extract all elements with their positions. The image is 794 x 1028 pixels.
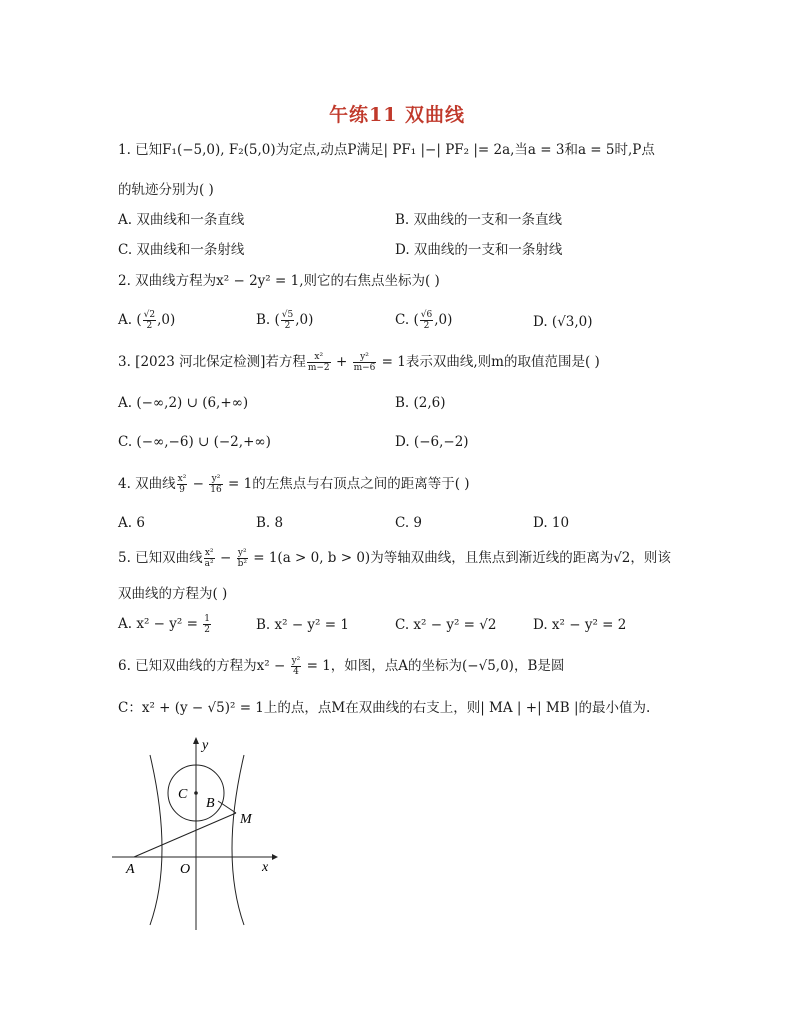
q2-option-a-close: ,0) [157, 312, 176, 328]
q5-stem-line2: 双曲线的方程为( ) [118, 586, 228, 602]
q4-option-d: D. 10 [533, 515, 570, 531]
q1-option-a: A. 双曲线和一条直线 [118, 212, 245, 228]
q3-stem: 3. [2023 河北保定检测]若方程 $\frac{\text{x²}}{m-2}$ + $\frac{\text{y²}}{m-6}$ = 1表示双曲线,则m的取值范围是( ) [118, 352, 600, 373]
label-x: x [262, 860, 269, 875]
q2-option-c [395, 310, 452, 331]
q2-option-c-label: C. [395, 312, 410, 328]
label-y: y [202, 738, 209, 753]
q2-option-b-close: ,0) [295, 312, 314, 328]
q4-stem: 4. 双曲线 $\frac{\text{x²}}{9}$ − $\frac{\text{y²}}{16}$ = 1的左焦点与右顶点之间的距离等于( ) [118, 474, 470, 495]
q2-option-a-label: A. [118, 312, 133, 328]
x-axis-arrow [272, 854, 278, 860]
q2-option-c-frac: $\frac{√6}{2}$ [420, 310, 433, 331]
q4-frac1: $\frac{\text{x²}}{9}$ [177, 474, 187, 495]
q3-option-a: A. (−∞,2) ∪ (6,+∞) [118, 395, 249, 411]
q6-stem-line2: C：x² + (y − √5)² = 1上的点，点M在双曲线的右支上，则| MA | +| MB |的最小值为. [118, 700, 651, 716]
label-o: O [180, 862, 191, 877]
q2-option-c-close: ,0) [434, 312, 453, 328]
label-m: M [240, 812, 252, 827]
q4-frac2: $\frac{\text{y²}}{16}$ [210, 474, 222, 495]
y-axis-arrow [193, 737, 199, 744]
q2-stem: 2. 双曲线方程为x² − 2y² = 1,则它的右焦点坐标为( ) [118, 273, 440, 289]
q4-option-a: A. 6 [118, 515, 145, 531]
q2-option-b-label: B. [256, 312, 271, 328]
q6-frac: $\frac{\text{y²}}{4}$ [291, 656, 301, 677]
page-title: 午练11 双曲线 [328, 104, 466, 126]
q1-stem-line2: 的轨迹分别为( ) [118, 182, 214, 198]
label-b: B [206, 796, 215, 811]
q5-option-a: A. x² − y² = $\frac{1}{2}$ [118, 614, 210, 635]
q1-option-d: D. 双曲线的一支和一条射线 [395, 242, 563, 258]
q2-option-a [118, 310, 175, 331]
center-c-dot [194, 791, 198, 795]
q2-option-b-frac: $\frac{√5}{2}$ [281, 310, 294, 331]
q2-option-b [256, 310, 313, 331]
q3-frac2: $\frac{\text{y²}}{m-6}$ [353, 352, 376, 373]
q3-option-b: B. (2,6) [395, 395, 446, 411]
q4-option-c: C. 9 [395, 515, 423, 531]
q6-stem: 6. 已知双曲线的方程为x² − $\frac{\text{y²}}{4}$ = 1，如图，点A的坐标为(−√5,0)，B是圆 [118, 656, 565, 677]
hyperbola-right-branch [232, 755, 244, 925]
q1-option-c: C. 双曲线和一条射线 [118, 242, 245, 258]
q5-option-a-frac: $\frac{1}{2}$ [204, 614, 210, 635]
q5-option-b: B. x² − y² = 1 [256, 617, 349, 633]
label-a: A [126, 862, 135, 877]
q5-option-d: D. x² − y² = 2 [533, 617, 627, 633]
q2-option-a-frac: $\frac{√2}{2}$ [143, 310, 156, 331]
q3-frac1: $\frac{\text{x²}}{m-2}$ [307, 352, 330, 373]
q1-option-b: B. 双曲线的一支和一条直线 [395, 212, 563, 228]
q2-option-a-open: ( [136, 312, 142, 328]
q5-frac1: $\frac{\text{x²}}{\text{a²}}$ [204, 548, 214, 569]
q4-option-b: B. 8 [256, 515, 284, 531]
q1-stem-line1: 1. 已知F₁(−5,0), F₂(5,0)为定点,动点P满足| PF₁ |−| PF₂ |= 2a,当a = 3和a = 5时,P点 [118, 142, 655, 158]
hyperbola-left-branch [150, 755, 162, 925]
q2-option-d: D. (√3,0) [533, 314, 593, 330]
q3-option-d: D. (−6,−2) [395, 434, 469, 450]
q3-option-c: C. (−∞,−6) ∪ (−2,+∞) [118, 434, 271, 450]
q5-stem: 5. 已知双曲线 $\frac{\text{x²}}{\text{a²}}$ − $\frac{\text{y²}}{\text{b²}}$ = 1(a > 0, b > 0)为等轴双曲线，且焦点到渐近线的距离为√2，则该 [118, 548, 671, 569]
q2-option-b-open: ( [274, 312, 280, 328]
hyperbola-figure [112, 735, 282, 930]
label-c: C [178, 787, 188, 802]
q2-option-c-open: ( [413, 312, 419, 328]
q5-frac2: $\frac{\text{y²}}{\text{b²}}$ [237, 548, 247, 569]
segment-am [134, 813, 236, 857]
q5-option-c: C. x² − y² = √2 [395, 617, 497, 633]
